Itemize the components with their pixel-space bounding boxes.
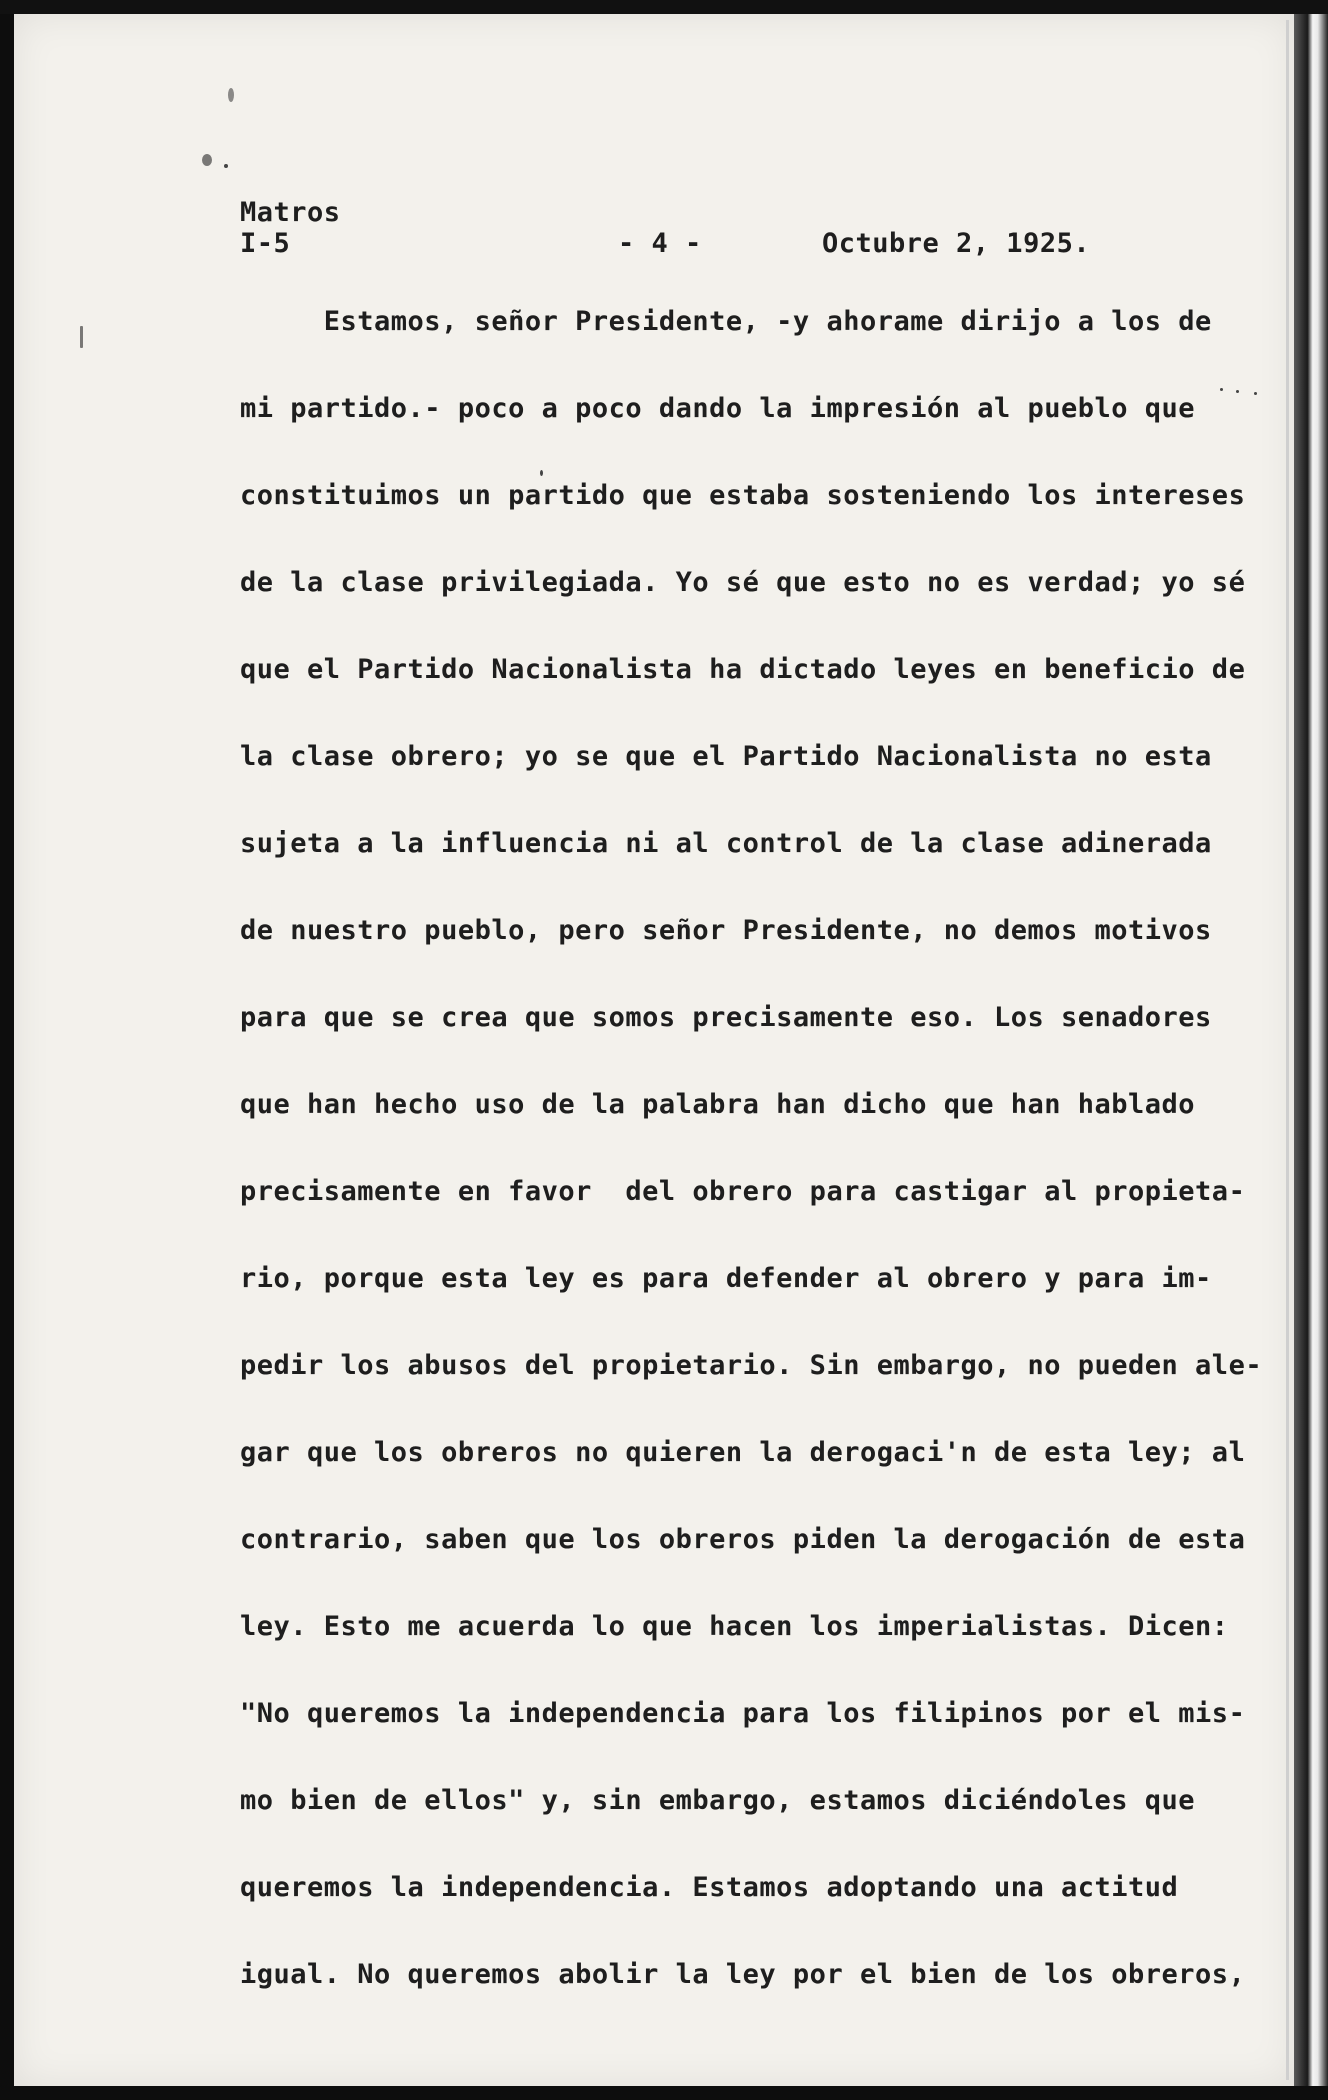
body-line: que el Partido Nacionalista ha dictado leyes en beneficio de [240, 654, 1246, 685]
body-line: queremos la independencia. Estamos adoptando una actitud [240, 1872, 1179, 1903]
body-line: rio, porque esta ley es para defender al obrero y para im- [240, 1263, 1212, 1294]
scan-border-right [1294, 14, 1328, 2086]
body-line: que han hecho uso de la palabra han dicho que han hablado [240, 1089, 1196, 1120]
body-line: sujeta a la influencia ni al control de la clase adinerada [240, 828, 1212, 859]
body-line: mo bien de ellos" y, sin embargo, estamos diciéndoles que [240, 1785, 1196, 1816]
scan-speck [224, 164, 228, 168]
header-author: Matros [240, 197, 341, 228]
scan-speck [540, 470, 543, 476]
body-line: gar que los obreros no quieren la derogaci'n de esta ley; al [240, 1437, 1246, 1468]
page-edge-line [1286, 20, 1289, 2080]
body-line: de la clase privilegiada. Yo sé que esto no es verdad; yo sé [240, 567, 1246, 598]
body-line: pedir los abusos del propietario. Sin embargo, no pueden ale- [240, 1350, 1263, 1381]
body-line: mi partido.- poco a poco dando la impresión al pueblo que [240, 393, 1196, 424]
body-line: igual. No queremos abolir la ley por el bien de los obreros, [240, 1959, 1246, 1990]
body-line: para que se crea que somos precisamente eso. Los senadores [240, 1002, 1212, 1033]
body-line: la clase obrero; yo se que el Partido Nacionalista no esta [240, 741, 1212, 772]
scan-speck [228, 88, 234, 102]
body-line: Estamos, señor Presidente, -y ahorame dirijo a los de [240, 306, 1212, 337]
scan-speck [80, 326, 83, 348]
body-line: precisamente en favor del obrero para castigar al propieta- [240, 1176, 1246, 1207]
body-line: constituimos un partido que estaba sosteniendo los intereses [240, 480, 1246, 511]
scan-speck [202, 154, 212, 166]
header-date: Octubre 2, 1925. [822, 228, 1091, 259]
body-line: de nuestro pueblo, pero señor Presidente, no demos motivos [240, 915, 1212, 946]
body-line: ley. Esto me acuerda lo que hacen los imperialistas. Dicen: [240, 1611, 1229, 1642]
body-line: "No queremos la independencia para los filipinos por el mis- [240, 1698, 1246, 1729]
scan-speck [1236, 390, 1239, 393]
scan-border-top [0, 0, 1328, 14]
body-line: contrario, saben que los obreros piden la derogación de esta [240, 1524, 1246, 1555]
page-number: - 4 - [618, 228, 702, 259]
scan-speck [1254, 392, 1257, 395]
header-code: I-5 [240, 228, 291, 259]
scan-speck [1220, 388, 1223, 391]
